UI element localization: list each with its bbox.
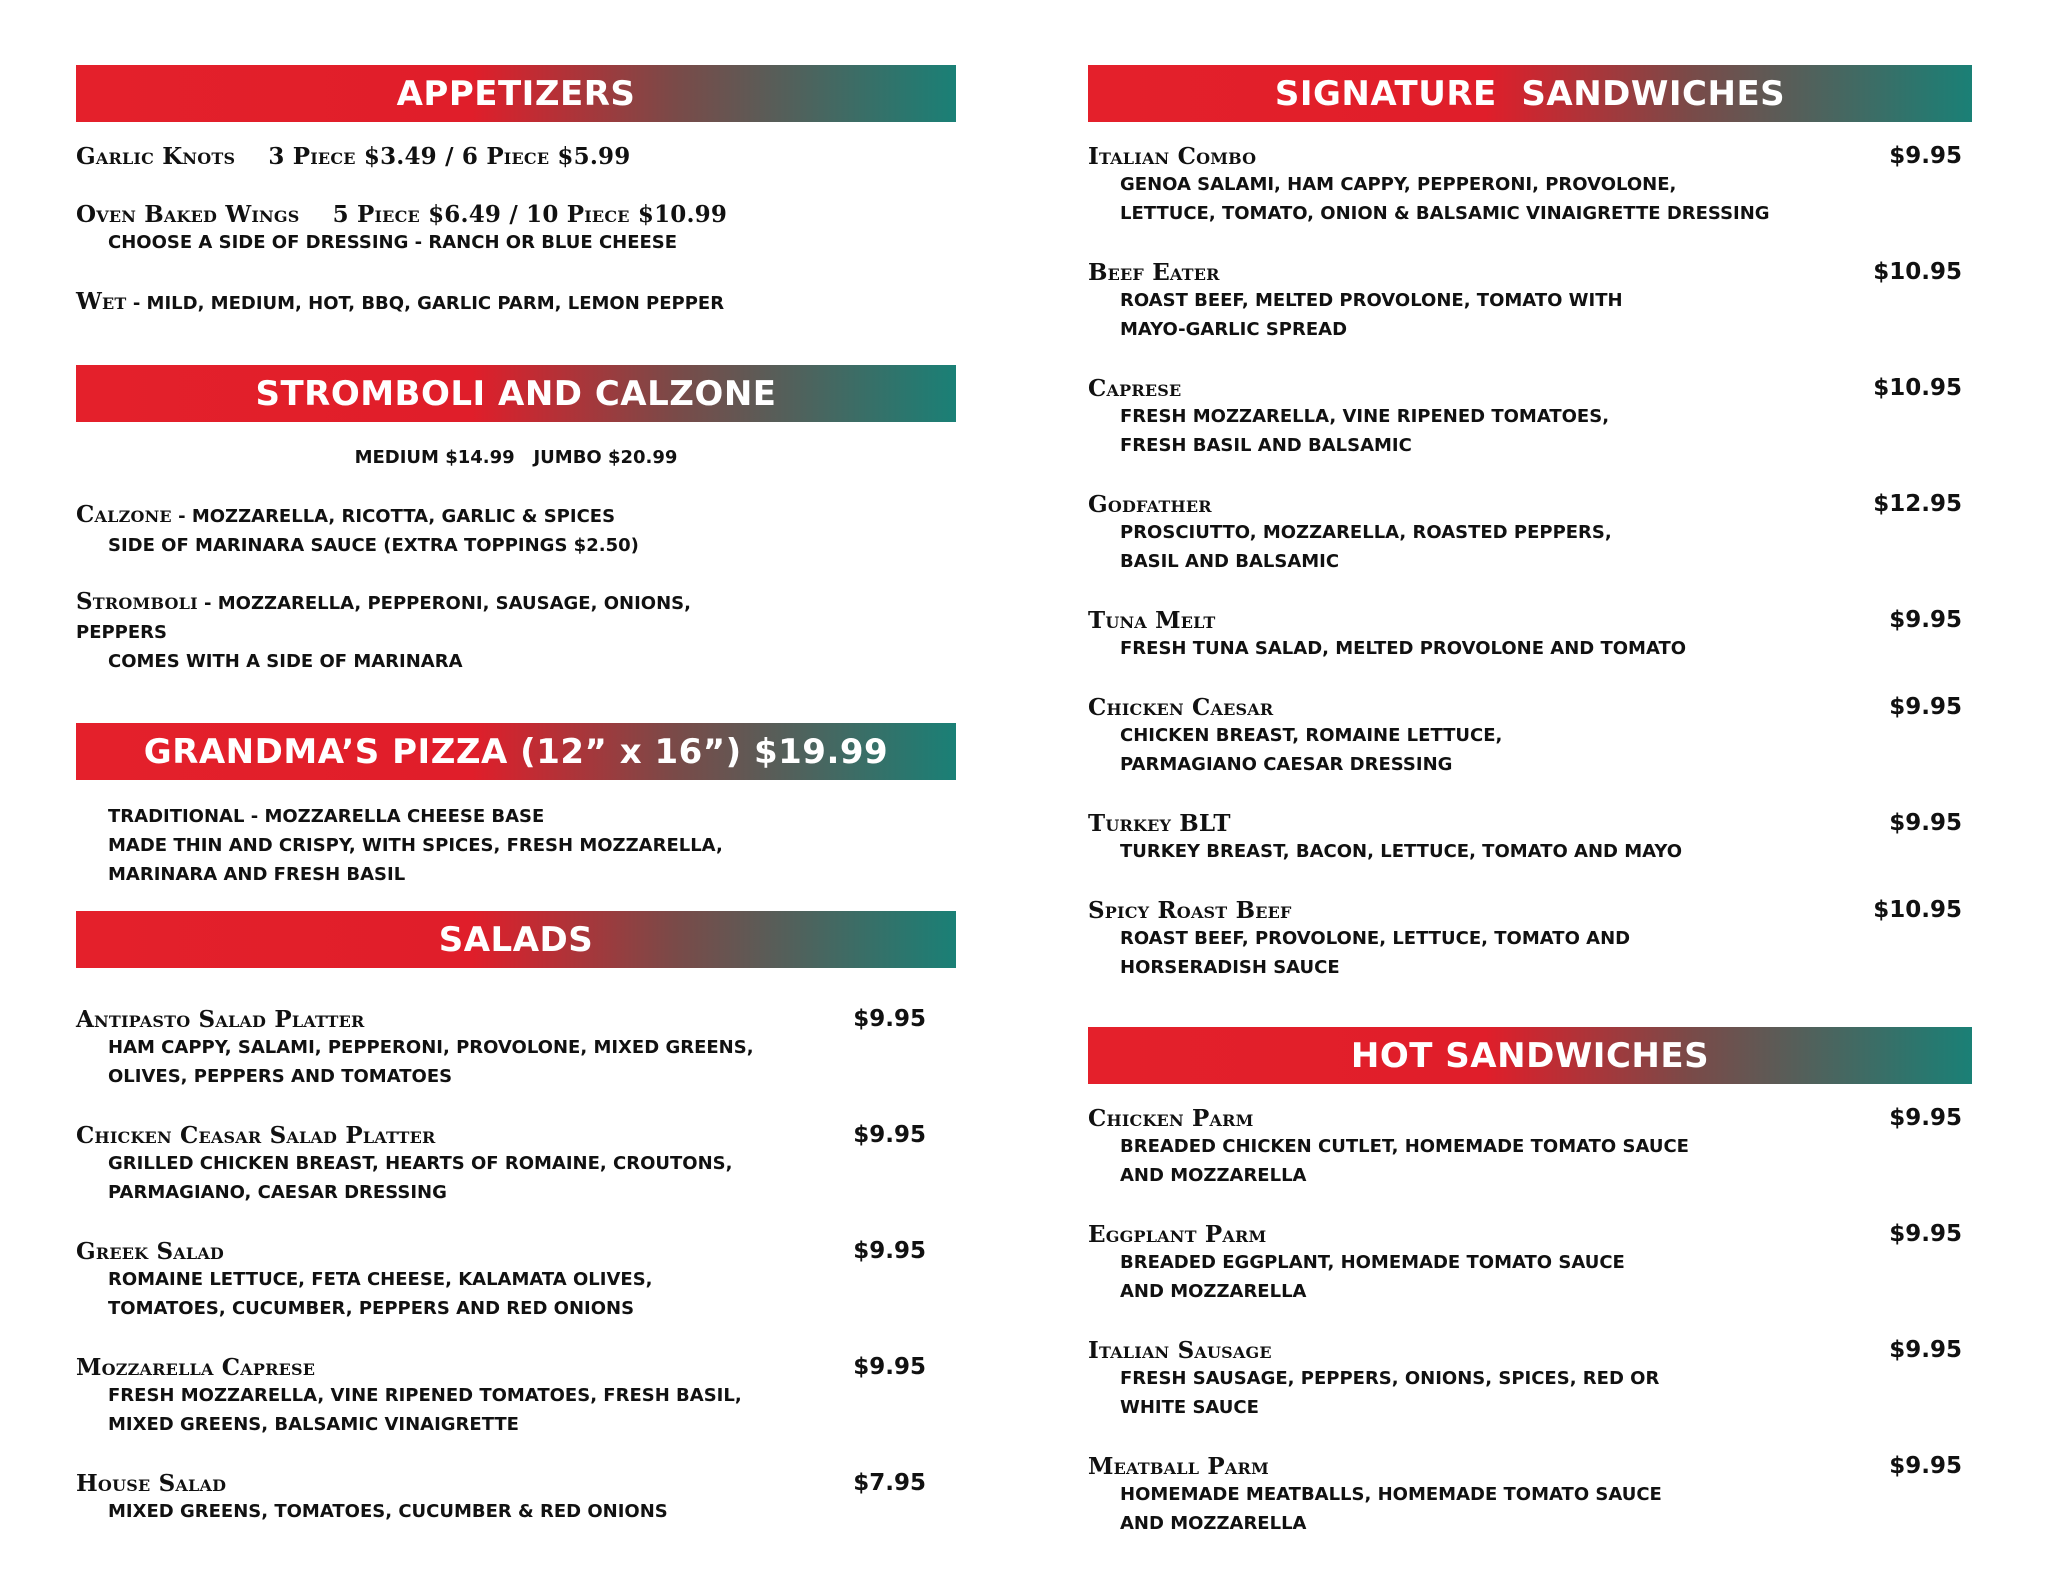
item-desc: MIXED GREENS, TOMATOES, CUCUMBER & RED ONIONS: [108, 1501, 668, 1522]
item-name: Godfather: [1088, 491, 1212, 518]
item-name: Wet: [76, 288, 127, 315]
item-desc: FRESH SAUSAGE, PEPPERS, ONIONS, SPICES, RED OR: [1120, 1368, 1660, 1389]
item-desc: PROSCIUTTO, MOZZARELLA, ROASTED PEPPERS,: [1120, 522, 1612, 543]
hot-banner: [1088, 1027, 1972, 1084]
menu-item: [1088, 810, 1972, 866]
item-desc: HORSERADISH SAUCE: [1120, 957, 1340, 978]
item-desc: OLIVES, PEPPERS AND TOMATOES: [108, 1066, 453, 1087]
menu-item: [76, 1006, 956, 1091]
menu-item: [1088, 1337, 1972, 1422]
item-note: SIDE OF MARINARA SAUCE (EXTRA TOPPINGS $2.50): [108, 535, 639, 556]
item-desc: AND MOZZARELLA: [1120, 1165, 1307, 1186]
item-price: $9.95: [1889, 1221, 1962, 1247]
item-price: $9.95: [1889, 1337, 1962, 1363]
item-name: Chicken Ceasar Salad Platter: [76, 1122, 436, 1149]
item-price: $9.95: [1889, 1105, 1962, 1131]
item-price: $9.95: [853, 1122, 926, 1148]
item-desc: LETTUCE, TOMATO, ONION & BALSAMIC VINAIGRETTE DRESSING: [1120, 203, 1770, 224]
item-name: Caprese: [1088, 375, 1182, 402]
salads-title: SALADS: [438, 919, 594, 960]
menu-item: [1088, 1105, 1972, 1190]
grandma-item: [76, 802, 956, 889]
item-desc: BASIL AND BALSAMIC: [1120, 551, 1340, 572]
item-desc: HOMEMADE MEATBALLS, HOMEMADE TOMATO SAUCE: [1120, 1484, 1662, 1505]
item-desc: TURKEY BREAST, BACON, LETTUCE, TOMATO AND MAYO: [1120, 841, 1683, 862]
item-name: Antipasto Salad Platter: [76, 1006, 365, 1033]
item-desc: GENOA SALAMI, HAM CAPPY, PEPPERONI, PROVOLONE,: [1120, 174, 1677, 195]
item-price: $9.95: [853, 1354, 926, 1380]
item-price: $9.95: [1889, 810, 1962, 836]
stromboli-sizes: MEDIUM $14.99 JUMBO $20.99: [354, 447, 678, 468]
item-desc: TOMATOES, CUCUMBER, PEPPERS AND RED ONIONS: [108, 1298, 635, 1319]
signature-banner: [1088, 65, 1972, 122]
item-desc: FRESH MOZZARELLA, VINE RIPENED TOMATOES,: [1120, 406, 1610, 427]
item-name: Greek Salad: [76, 1238, 225, 1265]
item-desc: - MILD, MEDIUM, HOT, BBQ, GARLIC PARM, LEMON PEPPER: [126, 293, 725, 314]
menu-item: [1088, 375, 1972, 460]
item-name: Eggplant Parm: [1088, 1221, 1267, 1248]
item-desc: MIXED GREENS, BALSAMIC VINAIGRETTE: [108, 1414, 519, 1435]
item-name: Stromboli: [76, 588, 198, 615]
menu-item: [1088, 143, 1972, 228]
item-price: $12.95: [1873, 491, 1962, 517]
menu-item: [76, 1354, 956, 1439]
item-name: Meatball Parm: [1088, 1453, 1269, 1480]
item-name: Turkey BLT: [1088, 810, 1231, 837]
grandma-banner: [76, 723, 956, 780]
item-desc: FRESH BASIL AND BALSAMIC: [1120, 435, 1412, 456]
item-desc: AND MOZZARELLA: [1120, 1281, 1307, 1302]
grandma-line: MADE THIN AND CRISPY, WITH SPICES, FRESH MOZZARELLA,: [108, 835, 723, 856]
item-desc: WHITE SAUCE: [1120, 1397, 1259, 1418]
item-name: Calzone: [76, 501, 172, 528]
item-name: Chicken Caesar: [1088, 694, 1274, 721]
item-price: $9.95: [853, 1006, 926, 1032]
item-price: $9.95: [853, 1238, 926, 1264]
garlic-knots-item: [76, 143, 956, 170]
menu-item: [1088, 259, 1972, 344]
menu-item: [76, 1470, 956, 1526]
item-desc: FRESH TUNA SALAD, MELTED PROVOLONE AND TOMATO: [1120, 638, 1687, 659]
item-desc: BREADED CHICKEN CUTLET, HOMEMADE TOMATO SAUCE: [1120, 1136, 1689, 1157]
menu-item: [1088, 1453, 1972, 1538]
item-price: $7.95: [853, 1470, 926, 1496]
item-name: Italian Combo: [1088, 143, 1257, 170]
item-desc: ROAST BEEF, MELTED PROVOLONE, TOMATO WITH: [1120, 290, 1623, 311]
item-desc: ROAST BEEF, PROVOLONE, LETTUCE, TOMATO AND: [1120, 928, 1631, 949]
item-desc: MAYO-GARLIC SPREAD: [1120, 319, 1348, 340]
menu-item: [1088, 1221, 1972, 1306]
item-desc-cont: PEPPERS: [76, 622, 167, 643]
item-desc: HAM CAPPY, SALAMI, PEPPERONI, PROVOLONE, MIXED GREENS,: [108, 1037, 754, 1058]
salads-banner: [76, 911, 956, 968]
menu-item: [76, 1238, 956, 1323]
item-desc: CHICKEN BREAST, ROMAINE LETTUCE,: [1120, 725, 1503, 746]
item-desc: AND MOZZARELLA: [1120, 1513, 1307, 1534]
item-name: Chicken Parm: [1088, 1105, 1254, 1132]
item-price: $9.95: [1889, 1453, 1962, 1479]
item-desc: PARMAGIANO, CAESAR DRESSING: [108, 1182, 447, 1203]
item-desc: ROMAINE LETTUCE, FETA CHEESE, KALAMATA OLIVES,: [108, 1269, 653, 1290]
item-desc: FRESH MOZZARELLA, VINE RIPENED TOMATOES, FRESH BASIL,: [108, 1385, 742, 1406]
menu-item: [76, 1122, 956, 1207]
item-note: CHOOSE A SIDE OF DRESSING - RANCH OR BLUE CHEESE: [108, 232, 678, 253]
item-price: $10.95: [1873, 259, 1962, 285]
stromboli-item: [76, 588, 956, 676]
stromboli-title: STROMBOLI AND CALZONE: [255, 373, 777, 414]
item-desc: - MOZZARELLA, PEPPERONI, SAUSAGE, ONIONS,: [197, 593, 691, 614]
item-price: $9.95: [1889, 143, 1962, 169]
grandma-line: TRADITIONAL - MOZZARELLA CHEESE BASE: [108, 806, 545, 827]
menu-item: [1088, 607, 1972, 663]
menu-item: [1088, 897, 1972, 982]
item-price: $10.95: [1873, 897, 1962, 923]
item-desc: GRILLED CHICKEN BREAST, HEARTS OF ROMAINE, CROUTONS,: [108, 1153, 733, 1174]
menu-item: [1088, 491, 1972, 576]
stromboli-banner: [76, 365, 956, 422]
item-options: 3 Piece $3.49 / 6 Piece $5.99: [268, 143, 631, 170]
signature-title: SIGNATURE SANDWICHES: [1274, 73, 1786, 114]
wet-item: [76, 288, 956, 318]
item-name: Garlic Knots: [76, 143, 236, 170]
item-price: $9.95: [1889, 607, 1962, 633]
item-name: Spicy Roast Beef: [1088, 897, 1292, 924]
item-desc: PARMAGIANO CAESAR DRESSING: [1120, 754, 1453, 775]
item-name: Italian Sausage: [1088, 1337, 1272, 1364]
item-desc: - MOZZARELLA, RICOTTA, GARLIC & SPICES: [171, 506, 616, 527]
menu-item: [1088, 694, 1972, 779]
item-price: $10.95: [1873, 375, 1962, 401]
item-desc: BREADED EGGPLANT, HOMEMADE TOMATO SAUCE: [1120, 1252, 1625, 1273]
item-name: Tuna Melt: [1088, 607, 1216, 634]
hot-title: HOT SANDWICHES: [1350, 1035, 1710, 1076]
item-name: Oven Baked Wings: [76, 201, 300, 228]
grandma-title: GRANDMA’S PIZZA (12” x 16”) $19.99: [143, 731, 889, 772]
item-note: COMES WITH A SIDE OF MARINARA: [108, 651, 463, 672]
appetizers-banner: [76, 65, 956, 122]
appetizers-title: APPETIZERS: [396, 73, 636, 114]
item-price: $9.95: [1889, 694, 1962, 720]
item-name: Mozzarella Caprese: [76, 1354, 316, 1381]
item-name: Beef Eater: [1088, 259, 1220, 286]
item-options: 5 Piece $6.49 / 10 Piece $10.99: [332, 201, 728, 228]
grandma-line: MARINARA AND FRESH BASIL: [108, 864, 406, 885]
calzone-item: [76, 501, 956, 560]
wings-item: [76, 201, 956, 257]
item-name: House Salad: [76, 1470, 227, 1497]
